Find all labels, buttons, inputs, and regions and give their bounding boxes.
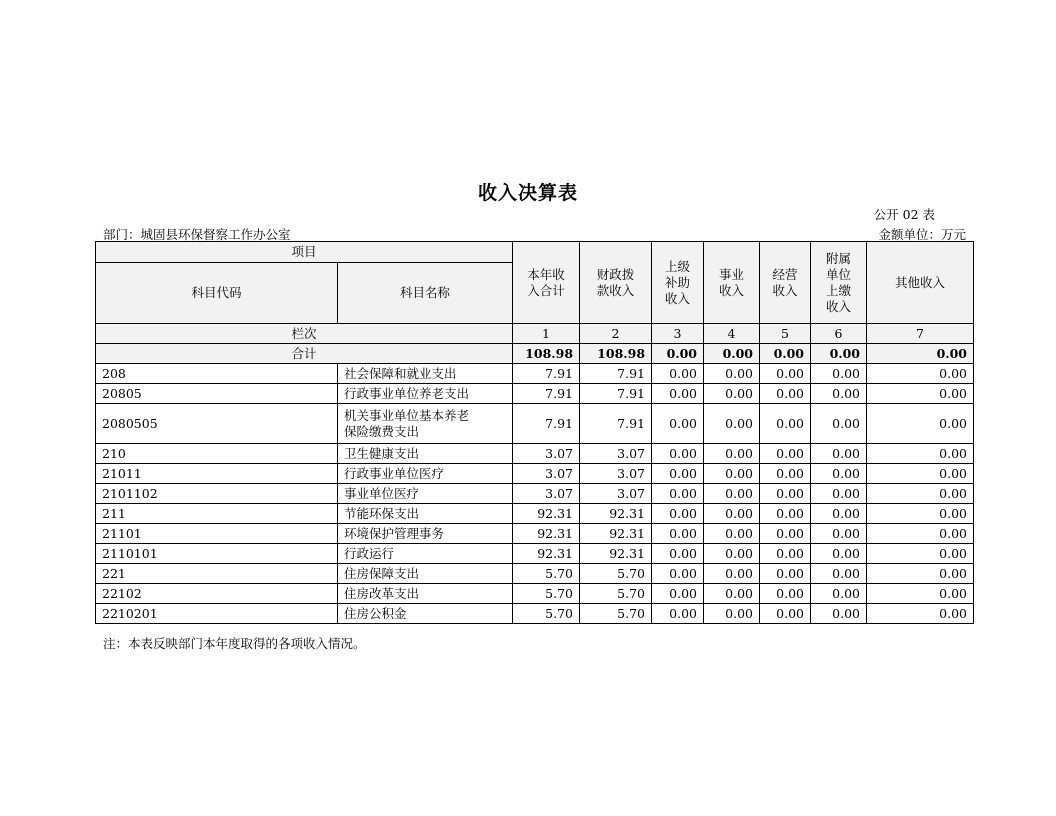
value-cell: 92.31 — [513, 504, 580, 524]
table-row — [96, 404, 974, 444]
subject-name-line1: 机关事业单位基本养老 — [344, 407, 470, 423]
value-cell: 5.70 — [513, 604, 580, 624]
header-col1 — [513, 242, 580, 324]
value-cell: 3.07 — [580, 464, 652, 484]
value-cell: 0.00 — [867, 364, 974, 384]
value-cell: 0.00 — [704, 384, 760, 404]
value-cell: 0.00 — [811, 564, 867, 584]
subject-code: 21011 — [96, 464, 338, 484]
value-cell: 3.07 — [513, 464, 580, 484]
table-row — [96, 604, 974, 624]
value-cell: 0.00 — [704, 404, 760, 444]
subject-code: 2080505 — [96, 404, 338, 444]
subject-code: 22102 — [96, 584, 338, 604]
value-cell: 0.00 — [811, 404, 867, 444]
value-cell: 5.70 — [580, 564, 652, 584]
value-cell: 0.00 — [760, 444, 811, 464]
header-col5-line2: 收入 — [772, 282, 798, 298]
value-cell: 0.00 — [811, 504, 867, 524]
header-col5-line1: 经营 — [772, 266, 798, 282]
value-cell: 0.00 — [867, 544, 974, 564]
subject-code: 20805 — [96, 384, 338, 404]
header-col2-line2: 款收入 — [596, 282, 635, 298]
value-cell: 0.00 — [652, 484, 704, 504]
table-row — [96, 464, 974, 484]
value-cell: 92.31 — [580, 524, 652, 544]
subject-name: 环境保护管理事务 — [338, 524, 513, 544]
header-col3-line1: 上级 — [665, 258, 691, 274]
value-cell: 0.00 — [867, 384, 974, 404]
form-number: 公开 02 表 — [873, 207, 935, 222]
total-value-1: 108.98 — [513, 344, 580, 364]
value-cell: 0.00 — [811, 604, 867, 624]
subject-name: 行政运行 — [338, 544, 513, 564]
header-col2 — [580, 242, 652, 324]
value-cell: 0.00 — [811, 524, 867, 544]
value-cell: 0.00 — [811, 444, 867, 464]
subject-name: 住房改革支出 — [338, 584, 513, 604]
header-col6-line4: 收入 — [826, 298, 852, 314]
value-cell: 0.00 — [652, 524, 704, 544]
subject-name: 行政事业单位医疗 — [338, 464, 513, 484]
subject-code: 2110101 — [96, 544, 338, 564]
value-cell: 7.91 — [513, 384, 580, 404]
value-cell: 0.00 — [811, 384, 867, 404]
total-value-5: 0.00 — [760, 344, 811, 364]
subject-name: 住房公积金 — [338, 604, 513, 624]
value-cell: 0.00 — [867, 564, 974, 584]
value-cell: 7.91 — [580, 364, 652, 384]
total-value-2: 108.98 — [580, 344, 652, 364]
value-cell: 0.00 — [811, 464, 867, 484]
header-col7: 其他收入 — [867, 242, 974, 324]
total-value-3: 0.00 — [652, 344, 704, 364]
header-subject-code: 科目代码 — [96, 263, 338, 324]
header-col6-line3: 上缴 — [826, 282, 852, 298]
value-cell: 0.00 — [811, 364, 867, 384]
value-cell: 0.00 — [867, 604, 974, 624]
column-index-4: 4 — [704, 324, 760, 344]
header-col4 — [704, 242, 760, 324]
column-index-6: 6 — [811, 324, 867, 344]
value-cell: 0.00 — [760, 544, 811, 564]
header-col5 — [760, 242, 811, 324]
value-cell: 0.00 — [652, 384, 704, 404]
value-cell: 92.31 — [513, 544, 580, 564]
value-cell: 0.00 — [704, 584, 760, 604]
subject-code: 208 — [96, 364, 338, 384]
value-cell: 0.00 — [704, 484, 760, 504]
column-index-5: 5 — [760, 324, 811, 344]
column-index-3: 3 — [652, 324, 704, 344]
table-row — [96, 444, 974, 464]
value-cell: 3.07 — [580, 444, 652, 464]
value-cell: 0.00 — [760, 464, 811, 484]
header-col3-line2: 补助 — [665, 274, 691, 290]
header-subject-name: 科目名称 — [338, 263, 513, 324]
subject-name: 行政事业单位养老支出 — [338, 384, 513, 404]
total-label: 合计 — [96, 344, 513, 364]
value-cell: 0.00 — [811, 584, 867, 604]
value-cell: 7.91 — [580, 404, 652, 444]
value-cell: 0.00 — [652, 544, 704, 564]
value-cell: 0.00 — [652, 404, 704, 444]
value-cell: 0.00 — [760, 364, 811, 384]
table-row — [96, 364, 974, 384]
header-col6-line2: 单位 — [826, 266, 852, 282]
value-cell: 0.00 — [704, 604, 760, 624]
value-cell: 0.00 — [652, 364, 704, 384]
value-cell: 0.00 — [704, 364, 760, 384]
value-cell: 0.00 — [811, 544, 867, 564]
value-cell: 7.91 — [580, 384, 652, 404]
table-row — [96, 584, 974, 604]
income-table — [95, 241, 974, 624]
value-cell: 0.00 — [652, 444, 704, 464]
subject-code: 211 — [96, 504, 338, 524]
table-row — [96, 504, 974, 524]
value-cell: 0.00 — [760, 524, 811, 544]
value-cell: 0.00 — [652, 604, 704, 624]
table-row — [96, 544, 974, 564]
value-cell: 0.00 — [867, 524, 974, 544]
value-cell: 0.00 — [652, 464, 704, 484]
table-row — [96, 484, 974, 504]
subject-name: 社会保障和就业支出 — [338, 364, 513, 384]
value-cell: 0.00 — [760, 584, 811, 604]
subject-code: 2210201 — [96, 604, 338, 624]
header-col6-line1: 附属 — [826, 250, 852, 266]
header-col4-line2: 收入 — [719, 282, 745, 298]
value-cell: 7.91 — [513, 364, 580, 384]
column-index-2: 2 — [580, 324, 652, 344]
header-col1-line1: 本年收 — [527, 266, 565, 282]
value-cell: 0.00 — [760, 564, 811, 584]
table-row — [96, 564, 974, 584]
header-col6 — [811, 242, 867, 324]
value-cell: 0.00 — [704, 524, 760, 544]
value-cell: 92.31 — [580, 544, 652, 564]
value-cell: 5.70 — [580, 584, 652, 604]
value-cell: 3.07 — [513, 484, 580, 504]
footnote: 注：本表反映部门本年度取得的各项收入情况。 — [103, 636, 366, 651]
value-cell: 92.31 — [513, 524, 580, 544]
value-cell: 0.00 — [760, 484, 811, 504]
value-cell: 0.00 — [760, 384, 811, 404]
value-cell: 5.70 — [580, 604, 652, 624]
department-label: 部门：城固县环保督察工作办公室 — [103, 227, 291, 242]
header-col2-line1: 财政拨 — [596, 266, 635, 282]
value-cell: 0.00 — [867, 404, 974, 444]
subject-name: 住房保障支出 — [338, 564, 513, 584]
column-index-7: 7 — [867, 324, 974, 344]
value-cell: 0.00 — [652, 584, 704, 604]
amount-unit-label: 金额单位：万元 — [878, 227, 966, 242]
header-item: 项目 — [96, 242, 513, 263]
subject-code: 2101102 — [96, 484, 338, 504]
column-index-label: 栏次 — [96, 324, 513, 344]
value-cell: 0.00 — [867, 584, 974, 604]
table-row — [96, 384, 974, 404]
subject-code: 21101 — [96, 524, 338, 544]
subject-code: 210 — [96, 444, 338, 464]
value-cell: 0.00 — [867, 444, 974, 464]
subject-name: 事业单位医疗 — [338, 484, 513, 504]
value-cell: 5.70 — [513, 564, 580, 584]
page-title: 收入决算表 — [477, 182, 578, 204]
subject-code: 221 — [96, 564, 338, 584]
header-col4-line1: 事业 — [719, 266, 745, 282]
value-cell: 0.00 — [760, 604, 811, 624]
value-cell: 0.00 — [867, 464, 974, 484]
value-cell: 0.00 — [704, 444, 760, 464]
value-cell: 0.00 — [760, 404, 811, 444]
subject-name-line2: 保险缴费支出 — [344, 423, 420, 439]
value-cell: 5.70 — [513, 584, 580, 604]
value-cell: 0.00 — [652, 564, 704, 584]
value-cell: 7.91 — [513, 404, 580, 444]
header-col3 — [652, 242, 704, 324]
value-cell: 0.00 — [760, 504, 811, 524]
total-value-6: 0.00 — [811, 344, 867, 364]
header-col3-line3: 收入 — [665, 290, 691, 306]
value-cell: 0.00 — [867, 504, 974, 524]
value-cell: 0.00 — [704, 544, 760, 564]
value-cell: 3.07 — [580, 484, 652, 504]
total-value-7: 0.00 — [867, 344, 974, 364]
subject-name: 卫生健康支出 — [338, 444, 513, 464]
subject-name — [338, 404, 513, 444]
value-cell: 0.00 — [704, 464, 760, 484]
value-cell: 0.00 — [704, 504, 760, 524]
value-cell: 0.00 — [652, 504, 704, 524]
table-row — [96, 524, 974, 544]
value-cell: 92.31 — [580, 504, 652, 524]
value-cell: 0.00 — [867, 484, 974, 504]
total-value-4: 0.00 — [704, 344, 760, 364]
value-cell: 3.07 — [513, 444, 580, 464]
subject-name: 节能环保支出 — [338, 504, 513, 524]
column-index-1: 1 — [513, 324, 580, 344]
header-col1-line2: 入合计 — [527, 282, 565, 298]
value-cell: 0.00 — [811, 484, 867, 504]
value-cell: 0.00 — [704, 564, 760, 584]
